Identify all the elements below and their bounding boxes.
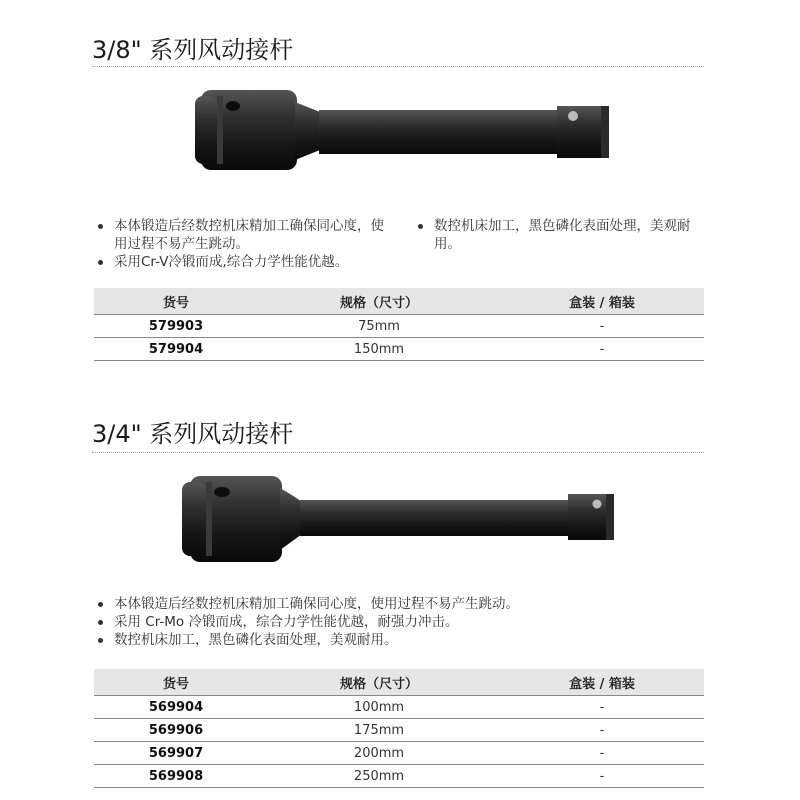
table-header-row [94, 288, 704, 315]
item-packing: - [500, 742, 704, 765]
item-size: 100mm [258, 696, 500, 719]
item-number: 569906 [94, 719, 258, 742]
item-number: 569908 [94, 765, 258, 788]
table-row [94, 315, 704, 338]
item-number: 569907 [94, 742, 258, 765]
section1-spec-table [94, 288, 704, 361]
item-number: 579903 [94, 315, 258, 338]
section2-divider [92, 452, 704, 453]
table-header-row [94, 669, 704, 696]
table-row [94, 696, 704, 719]
feature-bullet: 数控机床加工，黑色磷化表面处理，美观耐用。 [414, 217, 706, 253]
section1-divider [92, 66, 704, 67]
item-number: 579904 [94, 338, 258, 361]
table-row [94, 765, 704, 788]
table-row [94, 338, 704, 361]
table-row [94, 742, 704, 765]
item-size: 200mm [258, 742, 500, 765]
item-packing: - [500, 696, 704, 719]
section1-bullets-left [94, 217, 394, 271]
header-item-number: 货号 [94, 288, 258, 315]
item-size: 250mm [258, 765, 500, 788]
item-size: 75mm [258, 315, 500, 338]
section2-bullets [94, 595, 704, 649]
section1-title: 3/8" 系列风动接杆 [92, 36, 294, 64]
section2-title: 3/4" 系列风动接杆 [92, 420, 294, 448]
feature-bullet: 数控机床加工，黑色磷化表面处理，美观耐用。 [94, 631, 704, 649]
feature-bullet: 本体锻造后经数控机床精加工确保同心度，使用过程不易产生跳动。 [94, 595, 704, 613]
item-packing: - [500, 719, 704, 742]
item-packing: - [500, 315, 704, 338]
table-row [94, 719, 704, 742]
item-number: 569904 [94, 696, 258, 719]
extension-bar-3-4-image [182, 470, 622, 570]
feature-bullet: 本体锻造后经数控机床精加工确保同心度，使用过程不易产生跳动。 [94, 217, 394, 253]
section1-bullets-right [414, 217, 706, 253]
feature-bullet: 采用 Cr-Mo 冷锻而成，综合力学性能优越，耐强力冲击。 [94, 613, 704, 631]
item-size: 175mm [258, 719, 500, 742]
item-packing: - [500, 765, 704, 788]
header-packing: 盒装 / 箱装 [500, 669, 704, 696]
item-size: 150mm [258, 338, 500, 361]
feature-bullet: 采用Cr-V冷锻而成,综合力学性能优越。 [94, 253, 394, 271]
extension-bar-3-8-image [195, 86, 615, 176]
header-size: 规格（尺寸） [258, 288, 500, 315]
item-packing: - [500, 338, 704, 361]
header-packing: 盒装 / 箱装 [500, 288, 704, 315]
header-size: 规格（尺寸） [258, 669, 500, 696]
header-item-number: 货号 [94, 669, 258, 696]
section2-spec-table [94, 669, 704, 788]
